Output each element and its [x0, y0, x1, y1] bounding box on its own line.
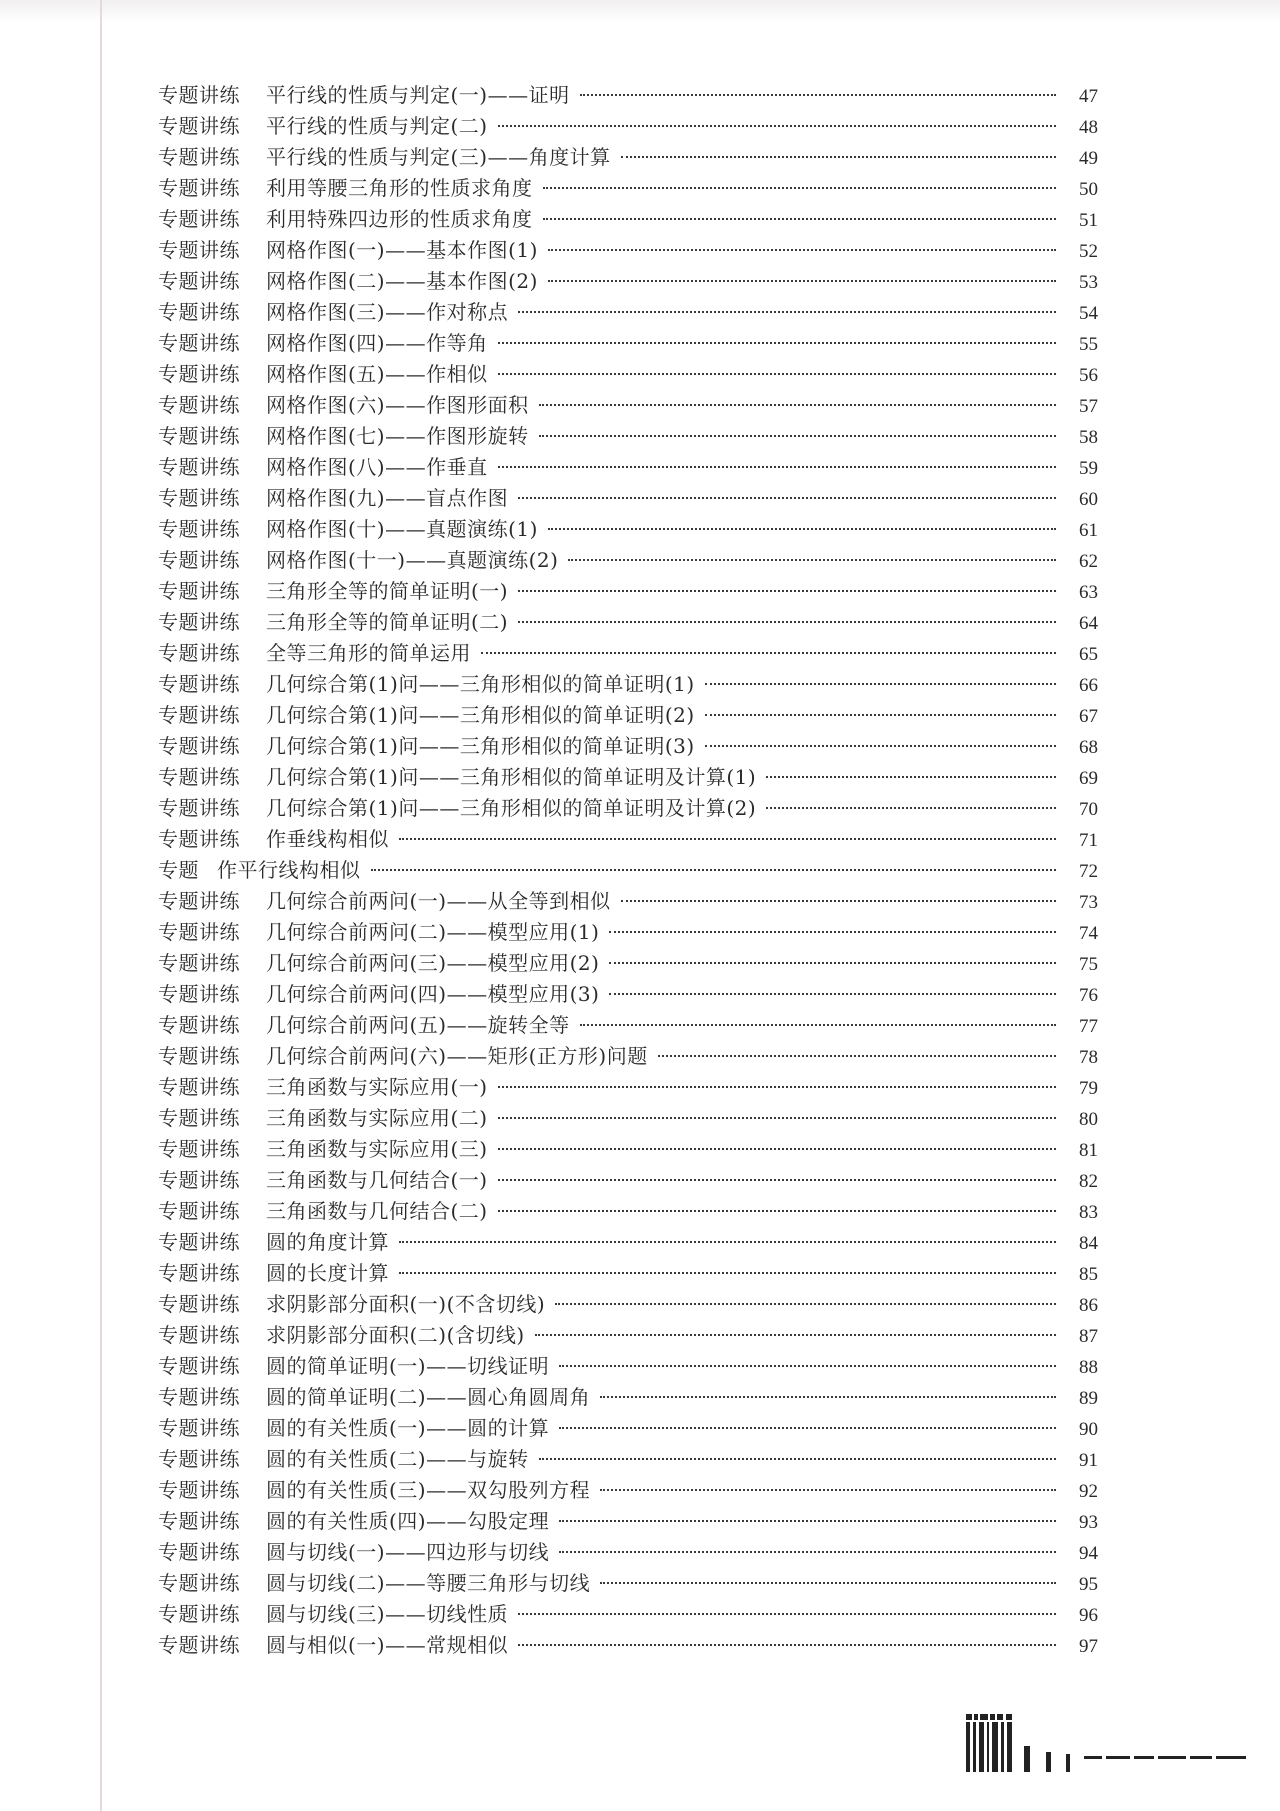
toc-entry-prefix: 专题讲练 — [158, 1292, 240, 1316]
toc-entry-page-number: 65 — [1079, 644, 1098, 665]
toc-entry — [158, 1010, 1098, 1041]
toc-entry-prefix: 专题讲练 — [158, 1416, 240, 1440]
toc-entry — [158, 948, 1098, 979]
toc-entry — [158, 700, 1098, 731]
toc-entry — [158, 421, 1098, 452]
dot-leader — [580, 94, 1056, 96]
toc-entry-title: 圆的角度计算 — [266, 1230, 389, 1254]
toc-entry-prefix: 专题讲练 — [158, 176, 240, 200]
toc-entry-prefix: 专题讲练 — [158, 207, 240, 231]
dot-leader — [498, 466, 1056, 468]
toc-entry-title: 网格作图(七)——作图形旋转 — [266, 424, 529, 448]
dot-leader — [539, 435, 1056, 437]
dot-leader — [498, 1086, 1056, 1088]
toc-entry-page-number: 79 — [1079, 1078, 1098, 1099]
toc-entry-prefix: 专题讲练 — [158, 1137, 240, 1161]
toc-entry — [158, 731, 1098, 762]
dot-leader — [766, 776, 1056, 778]
toc-entry-title: 全等三角形的简单运用 — [266, 641, 471, 665]
dot-leader — [548, 249, 1056, 251]
dot-leader — [399, 1241, 1056, 1243]
toc-entry-page-number: 92 — [1079, 1481, 1098, 1502]
toc-entry — [158, 111, 1098, 142]
dot-leader — [498, 1210, 1056, 1212]
toc-entry-page-number: 94 — [1079, 1543, 1098, 1564]
toc-entry — [158, 1351, 1098, 1382]
toc-entry-page-number: 83 — [1079, 1202, 1098, 1223]
toc-entry — [158, 514, 1098, 545]
dot-leader — [518, 621, 1056, 623]
toc-entry-title: 平行线的性质与判定(三)——角度计算 — [266, 145, 611, 169]
toc-entry-prefix: 专题讲练 — [158, 982, 240, 1006]
toc-entry — [158, 793, 1098, 824]
toc-entry — [158, 266, 1098, 297]
toc-entry-title: 几何综合前两问(五)——旋转全等 — [266, 1013, 570, 1037]
toc-entry-page-number: 88 — [1079, 1357, 1098, 1378]
toc-entry — [158, 855, 1098, 886]
toc-entry-page-number: 97 — [1079, 1636, 1098, 1657]
dot-leader — [518, 497, 1056, 499]
toc-entry-page-number: 86 — [1079, 1295, 1098, 1316]
toc-entry-title: 几何综合第(1)问——三角形相似的简单证明(3) — [266, 734, 695, 758]
toc-entry-title: 网格作图(六)——作图形面积 — [266, 393, 529, 417]
toc-entry-title: 三角函数与几何结合(一) — [266, 1168, 488, 1192]
dot-leader — [600, 1489, 1056, 1491]
page-binding-edge — [100, 0, 102, 1811]
toc-entry-prefix: 专题讲练 — [158, 1385, 240, 1409]
toc-entry-title: 平行线的性质与判定(二) — [266, 114, 488, 138]
toc-entry — [158, 979, 1098, 1010]
toc-entry-title: 几何综合前两问(三)——模型应用(2) — [266, 951, 600, 975]
toc-entry-page-number: 76 — [1079, 985, 1098, 1006]
toc-entry-prefix: 专题讲练 — [158, 920, 240, 944]
toc-entry-page-number: 80 — [1079, 1109, 1098, 1130]
toc-entry — [158, 204, 1098, 235]
toc-entry-title: 三角函数与几何结合(二) — [266, 1199, 488, 1223]
toc-entry — [158, 1227, 1098, 1258]
dot-leader — [498, 1117, 1056, 1119]
toc-entry-page-number: 82 — [1079, 1171, 1098, 1192]
toc-entry-page-number: 74 — [1079, 923, 1098, 944]
toc-entry-title: 作垂线构相似 — [266, 827, 389, 851]
dot-leader — [621, 900, 1056, 902]
toc-entry-page-number: 96 — [1079, 1605, 1098, 1626]
toc-entry-page-number: 87 — [1079, 1326, 1098, 1347]
toc-entry-page-number: 71 — [1079, 830, 1098, 851]
toc-entry-page-number: 78 — [1079, 1047, 1098, 1068]
dot-leader — [609, 931, 1056, 933]
toc-entry-page-number: 93 — [1079, 1512, 1098, 1533]
toc-entry-prefix: 专题讲练 — [158, 796, 240, 820]
toc-entry — [158, 886, 1098, 917]
toc-entry-prefix: 专题讲练 — [158, 486, 240, 510]
toc-entry — [158, 1506, 1098, 1537]
dot-leader — [766, 807, 1056, 809]
toc-entry-page-number: 54 — [1079, 303, 1098, 324]
dot-leader — [548, 528, 1056, 530]
toc-entry-title: 网格作图(三)——作对称点 — [266, 300, 509, 324]
toc-entry-page-number: 58 — [1079, 427, 1098, 448]
toc-entry — [158, 297, 1098, 328]
toc-entry-page-number: 59 — [1079, 458, 1098, 479]
toc-entry-prefix: 专题讲练 — [158, 1478, 240, 1502]
toc-entry-prefix: 专题讲练 — [158, 1106, 240, 1130]
toc-entry-title: 平行线的性质与判定(一)——证明 — [266, 83, 570, 107]
toc-entry — [158, 1165, 1098, 1196]
dot-leader — [481, 652, 1056, 654]
dot-leader — [559, 1520, 1056, 1522]
toc-entry-prefix: 专题讲练 — [158, 703, 240, 727]
toc-entry-page-number: 61 — [1079, 520, 1098, 541]
toc-entry — [158, 762, 1098, 793]
toc-entry-title: 利用特殊四边形的性质求角度 — [266, 207, 533, 231]
toc-entry-title: 圆的长度计算 — [266, 1261, 389, 1285]
toc-entry-title: 三角形全等的简单证明(二) — [266, 610, 509, 634]
toc-entry — [158, 235, 1098, 266]
toc-entry — [158, 1072, 1098, 1103]
toc-entry-title: 圆的有关性质(四)——勾股定理 — [266, 1509, 550, 1533]
toc-entry — [158, 1134, 1098, 1165]
toc-entry — [158, 638, 1098, 669]
toc-entry-title: 圆的有关性质(一)——圆的计算 — [266, 1416, 550, 1440]
toc-entry-prefix: 专题讲练 — [158, 579, 240, 603]
toc-entry-prefix: 专题讲练 — [158, 1633, 240, 1657]
toc-entry — [158, 359, 1098, 390]
toc-entry-prefix: 专题讲练 — [158, 393, 240, 417]
dot-leader — [535, 1334, 1056, 1336]
toc-entry-title: 求阴影部分面积(二)(含切线) — [266, 1323, 525, 1347]
toc-entry-page-number: 52 — [1079, 241, 1098, 262]
dot-leader — [518, 1613, 1056, 1615]
toc-entry — [158, 1568, 1098, 1599]
toc-entry-page-number: 63 — [1079, 582, 1098, 603]
toc-entry — [158, 1630, 1098, 1661]
toc-entry — [158, 1599, 1098, 1630]
toc-entry-prefix: 专题讲练 — [158, 548, 240, 572]
toc-entry-title: 圆的简单证明(一)——切线证明 — [266, 1354, 550, 1378]
toc-entry-prefix: 专题讲练 — [158, 83, 240, 107]
dot-leader — [609, 962, 1056, 964]
toc-entry-prefix: 专题讲练 — [158, 145, 240, 169]
toc-entry — [158, 142, 1098, 173]
toc-entry — [158, 1444, 1098, 1475]
toc-entry — [158, 1537, 1098, 1568]
toc-entry-title: 网格作图(九)——盲点作图 — [266, 486, 509, 510]
dot-leader — [518, 1644, 1056, 1646]
toc-entry-prefix: 专题讲练 — [158, 424, 240, 448]
toc-entry-prefix: 专题讲练 — [158, 951, 240, 975]
table-of-contents — [158, 80, 1098, 1661]
qr-barcode-stamp — [966, 1712, 1266, 1772]
toc-entry-prefix: 专题讲练 — [158, 641, 240, 665]
toc-entry-title: 三角形全等的简单证明(一) — [266, 579, 509, 603]
toc-entry — [158, 1103, 1098, 1134]
toc-entry — [158, 390, 1098, 421]
toc-entry — [158, 1041, 1098, 1072]
toc-entry-prefix: 专题讲练 — [158, 1168, 240, 1192]
dot-leader — [399, 1272, 1056, 1274]
toc-entry-prefix: 专题讲练 — [158, 1199, 240, 1223]
toc-entry — [158, 607, 1098, 638]
toc-entry-prefix: 专题讲练 — [158, 331, 240, 355]
toc-entry-page-number: 70 — [1079, 799, 1098, 820]
dot-leader — [559, 1427, 1056, 1429]
toc-entry-prefix: 专题讲练 — [158, 827, 240, 851]
toc-entry-page-number: 66 — [1079, 675, 1098, 696]
toc-entry — [158, 669, 1098, 700]
dot-leader — [543, 218, 1057, 220]
toc-entry-prefix: 专题讲练 — [158, 1044, 240, 1068]
toc-entry-page-number: 95 — [1079, 1574, 1098, 1595]
dot-leader — [580, 1024, 1056, 1026]
dot-leader — [498, 1148, 1056, 1150]
dot-leader — [559, 1551, 1056, 1553]
toc-entry-title: 几何综合前两问(二)——模型应用(1) — [266, 920, 600, 944]
toc-entry-prefix: 专题讲练 — [158, 269, 240, 293]
toc-entry-title: 几何综合第(1)问——三角形相似的简单证明(2) — [266, 703, 695, 727]
toc-entry — [158, 1258, 1098, 1289]
dot-leader — [621, 156, 1056, 158]
dot-leader — [543, 187, 1057, 189]
toc-entry-prefix: 专题讲练 — [158, 889, 240, 913]
toc-entry-prefix: 专题讲练 — [158, 672, 240, 696]
dot-leader — [498, 125, 1056, 127]
toc-entry-page-number: 48 — [1079, 117, 1098, 138]
toc-entry-title: 求阴影部分面积(一)(不含切线) — [266, 1292, 546, 1316]
toc-entry-page-number: 53 — [1079, 272, 1098, 293]
toc-entry-page-number: 50 — [1079, 179, 1098, 200]
toc-entry-title: 网格作图(四)——作等角 — [266, 331, 488, 355]
toc-entry-page-number: 89 — [1079, 1388, 1098, 1409]
toc-entry — [158, 1196, 1098, 1227]
dot-leader — [498, 342, 1056, 344]
toc-entry-page-number: 73 — [1079, 892, 1098, 913]
toc-entry-prefix: 专题讲练 — [158, 114, 240, 138]
toc-entry-page-number: 81 — [1079, 1140, 1098, 1161]
toc-entry-page-number: 62 — [1079, 551, 1098, 572]
toc-entry-page-number: 55 — [1079, 334, 1098, 355]
toc-entry-title: 几何综合第(1)问——三角形相似的简单证明(1) — [266, 672, 695, 696]
toc-entry — [158, 545, 1098, 576]
toc-entry-prefix: 专题讲练 — [158, 1447, 240, 1471]
dot-leader — [555, 1303, 1056, 1305]
toc-entry-page-number: 91 — [1079, 1450, 1098, 1471]
toc-entry — [158, 173, 1098, 204]
dot-leader — [539, 404, 1056, 406]
toc-entry-page-number: 69 — [1079, 768, 1098, 789]
dot-leader — [658, 1055, 1056, 1057]
dot-leader — [568, 559, 1056, 561]
dot-leader — [600, 1582, 1056, 1584]
toc-entry-title: 圆与相似(一)——常规相似 — [266, 1633, 509, 1657]
toc-entry-page-number: 56 — [1079, 365, 1098, 386]
toc-entry — [158, 1475, 1098, 1506]
toc-entry-title: 三角函数与实际应用(三) — [266, 1137, 488, 1161]
toc-entry-title: 圆与切线(二)——等腰三角形与切线 — [266, 1571, 591, 1595]
dot-leader — [518, 590, 1056, 592]
toc-entry-prefix: 专题讲练 — [158, 300, 240, 324]
dot-leader — [705, 745, 1056, 747]
dot-leader — [399, 838, 1056, 840]
toc-entry-page-number: 57 — [1079, 396, 1098, 417]
toc-entry-prefix: 专题讲练 — [158, 1230, 240, 1254]
toc-entry-page-number: 72 — [1079, 861, 1098, 882]
dot-leader — [548, 280, 1056, 282]
toc-entry — [158, 1382, 1098, 1413]
dot-leader — [371, 869, 1057, 871]
toc-entry-title: 几何综合前两问(一)——从全等到相似 — [266, 889, 611, 913]
toc-entry-prefix: 专题讲练 — [158, 1323, 240, 1347]
toc-entry-title: 圆的有关性质(三)——双勾股列方程 — [266, 1478, 591, 1502]
toc-entry-title: 几何综合前两问(四)——模型应用(3) — [266, 982, 600, 1006]
toc-entry-prefix: 专题讲练 — [158, 517, 240, 541]
toc-entry-prefix: 专题讲练 — [158, 455, 240, 479]
toc-entry-prefix: 专题讲练 — [158, 610, 240, 634]
toc-entry — [158, 1320, 1098, 1351]
toc-entry — [158, 576, 1098, 607]
toc-entry-page-number: 84 — [1079, 1233, 1098, 1254]
toc-entry-prefix: 专题讲练 — [158, 1075, 240, 1099]
toc-entry-title: 几何综合前两问(六)——矩形(正方形)问题 — [266, 1044, 648, 1068]
toc-entry-page-number: 68 — [1079, 737, 1098, 758]
toc-entry-title: 利用等腰三角形的性质求角度 — [266, 176, 533, 200]
toc-entry — [158, 328, 1098, 359]
toc-entry-prefix: 专题讲练 — [158, 734, 240, 758]
toc-entry-prefix: 专题讲练 — [158, 238, 240, 262]
toc-entry-page-number: 67 — [1079, 706, 1098, 727]
toc-entry-prefix: 专题讲练 — [158, 1571, 240, 1595]
dot-leader — [498, 1179, 1056, 1181]
toc-entry-page-number: 77 — [1079, 1016, 1098, 1037]
toc-entry — [158, 1289, 1098, 1320]
toc-entry-prefix: 专题 — [158, 858, 199, 882]
toc-entry-title: 三角函数与实际应用(一) — [266, 1075, 488, 1099]
dot-leader — [705, 683, 1056, 685]
toc-entry — [158, 80, 1098, 111]
toc-entry-title: 网格作图(十)——真题演练(1) — [266, 517, 538, 541]
toc-entry-page-number: 90 — [1079, 1419, 1098, 1440]
toc-entry-title: 几何综合第(1)问——三角形相似的简单证明及计算(1) — [266, 765, 757, 789]
toc-entry-prefix: 专题讲练 — [158, 1602, 240, 1626]
dot-leader — [705, 714, 1056, 716]
toc-entry-title: 圆与切线(一)——四边形与切线 — [266, 1540, 550, 1564]
toc-entry-title: 三角函数与实际应用(二) — [266, 1106, 488, 1130]
toc-entry-prefix: 专题讲练 — [158, 765, 240, 789]
scan-top-shadow — [0, 0, 1280, 22]
dot-leader — [539, 1458, 1056, 1460]
dot-leader — [498, 373, 1056, 375]
dot-leader — [559, 1365, 1056, 1367]
dot-leader — [600, 1396, 1056, 1398]
dot-leader — [518, 311, 1056, 313]
dot-leader — [609, 993, 1056, 995]
toc-entry-page-number: 51 — [1079, 210, 1098, 231]
toc-entry-page-number: 64 — [1079, 613, 1098, 634]
toc-entry — [158, 917, 1098, 948]
toc-entry-title: 网格作图(二)——基本作图(2) — [266, 269, 538, 293]
toc-entry-page-number: 85 — [1079, 1264, 1098, 1285]
toc-entry — [158, 452, 1098, 483]
toc-entry — [158, 483, 1098, 514]
toc-entry-prefix: 专题讲练 — [158, 362, 240, 386]
toc-entry-title: 几何综合第(1)问——三角形相似的简单证明及计算(2) — [266, 796, 757, 820]
toc-entry-page-number: 47 — [1079, 86, 1098, 107]
toc-entry-page-number: 49 — [1079, 148, 1098, 169]
toc-entry-title: 网格作图(一)——基本作图(1) — [266, 238, 538, 262]
toc-entry-title: 圆的简单证明(二)——圆心角圆周角 — [266, 1385, 591, 1409]
toc-entry-prefix: 专题讲练 — [158, 1261, 240, 1285]
toc-entry-prefix: 专题讲练 — [158, 1354, 240, 1378]
toc-entry-title: 网格作图(五)——作相似 — [266, 362, 488, 386]
toc-entry-prefix: 专题讲练 — [158, 1013, 240, 1037]
toc-entry-title: 网格作图(八)——作垂直 — [266, 455, 488, 479]
toc-entry — [158, 824, 1098, 855]
toc-entry-title: 网格作图(十一)——真题演练(2) — [266, 548, 559, 572]
toc-entry — [158, 1413, 1098, 1444]
toc-entry-page-number: 75 — [1079, 954, 1098, 975]
toc-entry-page-number: 60 — [1079, 489, 1098, 510]
toc-entry-title: 圆的有关性质(二)——与旋转 — [266, 1447, 529, 1471]
toc-entry-prefix: 专题讲练 — [158, 1509, 240, 1533]
toc-entry-prefix: 专题讲练 — [158, 1540, 240, 1564]
toc-entry-title: 圆与切线(三)——切线性质 — [266, 1602, 509, 1626]
toc-entry-title: 作平行线构相似 — [217, 858, 361, 882]
